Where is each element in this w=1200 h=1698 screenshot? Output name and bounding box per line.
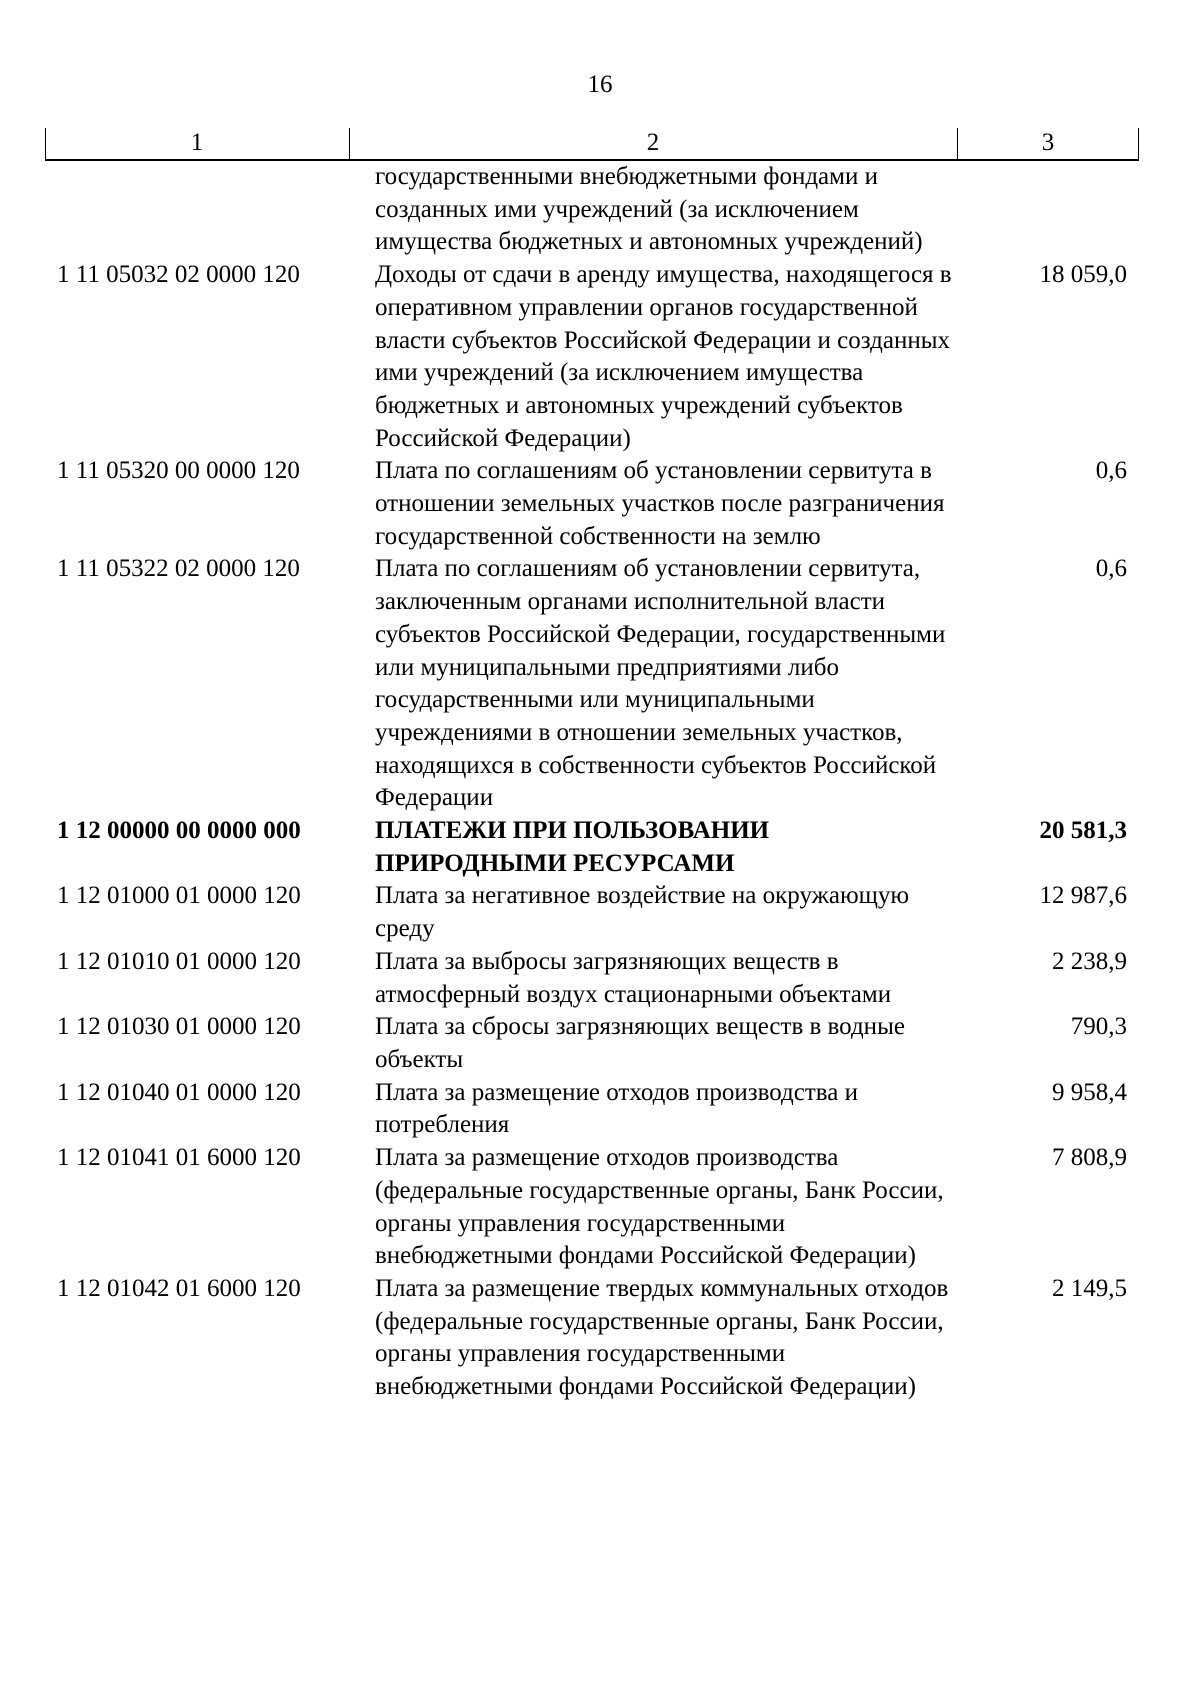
row-value: 0,6 (1095, 457, 1127, 485)
row-name: Плата по соглашениям об установлении сервитута в отношении земельных участков после разграничения государственной собственности на землю (375, 457, 945, 550)
row-code: 1 12 01010 01 0000 120 (57, 947, 301, 975)
row-name: государственными внебюджетными фондами и созданных ими учреждений (за исключением имущества бюджетных и автономных учреждений) (375, 163, 923, 256)
table-row (45, 880, 1139, 945)
row-value: 9 958,4 (1052, 1078, 1127, 1106)
row-name: ПЛАТЕЖИ ПРИ ПОЛЬЗОВАНИИ ПРИРОДНЫМИ РЕСУРСАМИ (375, 817, 770, 877)
table-row (45, 1142, 1139, 1273)
table-border-left (45, 128, 46, 161)
row-code: 1 12 01040 01 0000 120 (57, 1078, 301, 1106)
row-name: Плата за выбросы загрязняющих веществ в атмосферный воздух стационарными объектами (375, 947, 892, 1008)
row-code: 1 12 01030 01 0000 120 (57, 1013, 301, 1041)
table-row (45, 455, 1139, 553)
header-col-1: 1 (190, 129, 204, 156)
table-row (45, 815, 1139, 880)
row-name: Плата за размещение отходов производства (федеральные государственные органы, Банк России, органы управления государственными внебюджетными фондами Российской Федерации) (375, 1144, 944, 1270)
row-code: 1 12 00000 00 0000 000 (57, 817, 301, 845)
row-value: 18 059,0 (1039, 261, 1127, 289)
row-name: Плата за негативное воздействие на окружающую среду (375, 882, 910, 943)
row-value: 20 581,3 (1039, 817, 1127, 845)
table-row (45, 1077, 1139, 1142)
table-row (45, 1273, 1139, 1404)
table-body (45, 161, 1139, 1404)
header-col-2: 2 (646, 129, 660, 156)
table-row (45, 553, 1139, 815)
row-name: Плата за сбросы загрязняющих веществ в водные объекты (375, 1013, 905, 1073)
page-number: 16 (587, 71, 613, 98)
table-border-right (1138, 128, 1139, 161)
row-code: 1 12 01041 01 6000 120 (57, 1144, 301, 1172)
row-value: 790,3 (1070, 1013, 1127, 1041)
header-col-3: 3 (1041, 129, 1055, 156)
row-code: 1 12 01000 01 0000 120 (57, 882, 301, 910)
row-value: 12 987,6 (1039, 882, 1127, 910)
table-row (45, 161, 1139, 259)
table-row (45, 946, 1139, 1011)
table-divider-2 (957, 128, 958, 161)
row-code: 1 11 05322 02 0000 120 (57, 555, 300, 583)
row-value: 2 238,9 (1052, 947, 1127, 975)
row-code: 1 11 05320 00 0000 120 (57, 457, 300, 485)
row-code: 1 12 01042 01 6000 120 (57, 1274, 301, 1302)
row-value (957, 161, 1139, 259)
row-name: Доходы от сдачи в аренду имущества, находящегося в оперативном управлении органов государственной власти субъектов Российской Федерации и созданных ими учреждений (за исключением имущества бюджетных и автономных учреждений субъектов Российской Федерации) (375, 261, 952, 452)
row-name: Плата по соглашениям об установлении сервитута, заключенным органами исполнительной власти субъектов Российской Федерации, государственными или муниципальными предприятиями либо государственными или муниципальными учреждениями в отношении земельных участков, находящихся в собственности субъектов Российской Федерации (375, 555, 946, 812)
row-value: 0,6 (1095, 555, 1127, 583)
table-row (45, 259, 1139, 455)
table-divider-1 (349, 128, 350, 161)
row-name: Плата за размещение твердых коммунальных отходов (федеральные государственные органы, Банк России, органы управления государственными внебюджетными фондами Российской Федерации) (375, 1274, 949, 1401)
row-code: 1 11 05032 02 0000 120 (57, 261, 300, 289)
table-row (45, 1011, 1139, 1076)
row-name: Плата за размещение отходов производства и потребления (375, 1078, 858, 1139)
row-value: 2 149,5 (1052, 1274, 1127, 1302)
row-value: 7 808,9 (1052, 1144, 1127, 1172)
row-code (45, 161, 361, 259)
table-header (45, 128, 1139, 161)
